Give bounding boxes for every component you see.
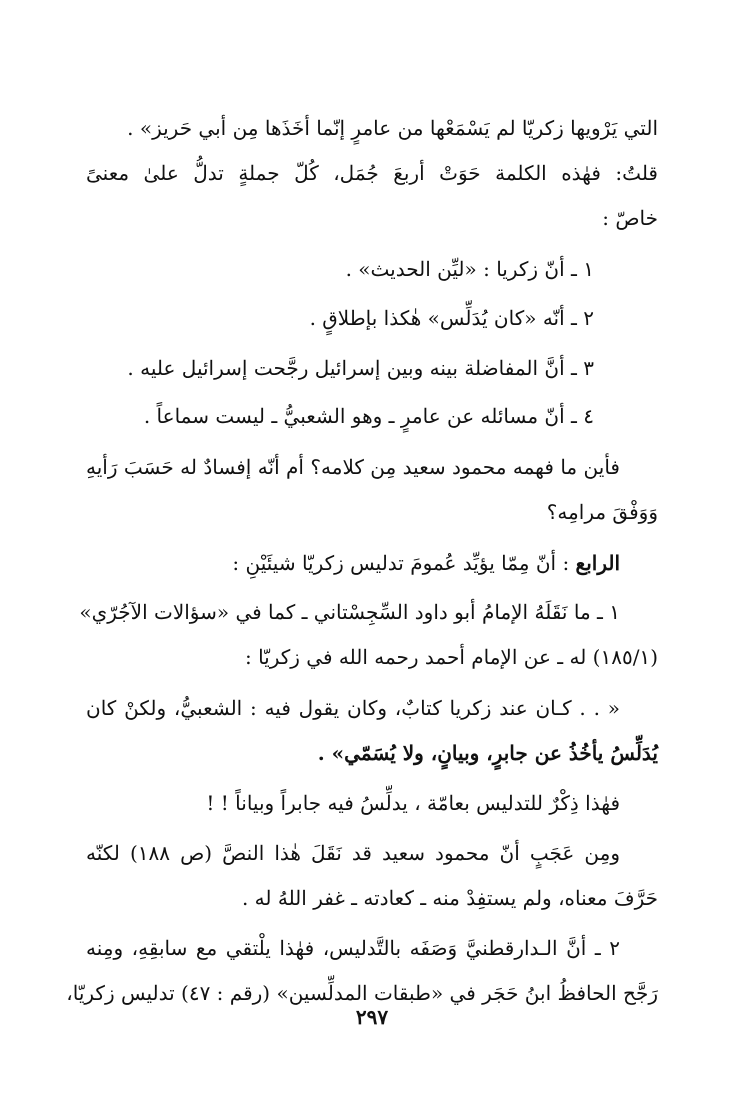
text-line-15: فهٰذا ذِكْرٌ للتدليس بعامّة ، يدلِّسُ فيه جابراً وبياناً ! ! <box>206 791 620 815</box>
text-line-2: قلتُ: فهٰذه الكلمة حَوَتْ أربعَ جُمَل، كُلّ جملةٍ تدلُّ علىٰ معنىً <box>86 161 658 185</box>
text-line-18: ٢ ـ أنَّ الـدارقطنيَّ وَصَفَه بالتَّدليس، فهٰذا يلْتقي مع سابقِهِ، ومِنه <box>86 936 620 960</box>
list-item-3: ٣ ـ أنَّ المفاضلة بينه وبين إسرائيل رجَّحت إسرائيل عليه . <box>127 356 594 380</box>
section-fourth-heading: الرابع <box>575 551 620 575</box>
list-item-4: ٤ ـ أنّ مسائله عن عامرٍ ـ وهو الشعبيُّ ـ ليست سماعاً . <box>143 404 594 428</box>
text-line-1: التي يَرْويها زكريّا لم يَسْمَعْها من عامرٍ إنّما أخَذَها مِن أبي حَريز» . <box>127 116 658 140</box>
section-fourth-end: شيئَيْنِ : <box>232 551 296 575</box>
text-line-3: خاصّ : <box>602 206 658 230</box>
page-number: ٢٩٧ <box>355 1005 389 1029</box>
list-item-2: ٢ ـ أنّه «كان يُدَلِّس» هٰكذا بإطلاقٍ . <box>309 306 594 330</box>
text-line-12: (١٨٥/١) له ـ عن الإمام أحمد رحمه الله في زكريّا : <box>244 645 658 669</box>
quote-line-1: « . . كـان عند زكريا كتابٌ، وكان يقول فيه : الشعبيُّ، ولكنْ كان <box>86 696 620 720</box>
list-item-1: ١ ـ أنّ زكريا : «ليِّن الحديث» . <box>345 257 594 281</box>
text-line-9: وَوَفْقَ مرامِه؟ <box>546 500 658 524</box>
text-line-16: ومِن عَجَبٍ أنّ محمود سعيد قد نَقَلَ هٰذا النصَّ (ص ١٨٨) لكنّه <box>86 841 620 865</box>
text-line-19: رَجَّح الحافظُ ابنُ حَجَر في «طبقات المدلِّسين» (رقم : ٤٧) تدليس زكريّا، <box>66 981 658 1005</box>
section-fourth-line <box>232 548 620 578</box>
text-line-8: فأين ما فهمه محمود سعيد مِن كلامه؟ أم أنّه إفسادٌ له حَسَبَ رَأيهِ <box>86 455 620 479</box>
section-fourth-text: : أنّ مِمّا يؤيِّد عُمومَ تدليس زكريّا <box>295 551 576 575</box>
quote-line-2: يُدَلِّسُ يأخُذُ عن جابرٍ، وبيانٍ، ولا يُسَمّي» . <box>317 741 658 765</box>
text-line-17: حَرَّفَ معناه، ولم يستفِدْ منه ـ كعادته ـ غفر اللهُ له . <box>241 886 658 910</box>
text-line-11: ١ ـ ما نَقَلَهُ الإمامُ أبو داود السِّجِسْتاني ـ كما في «سؤالات الآجُرّي» <box>79 600 620 624</box>
